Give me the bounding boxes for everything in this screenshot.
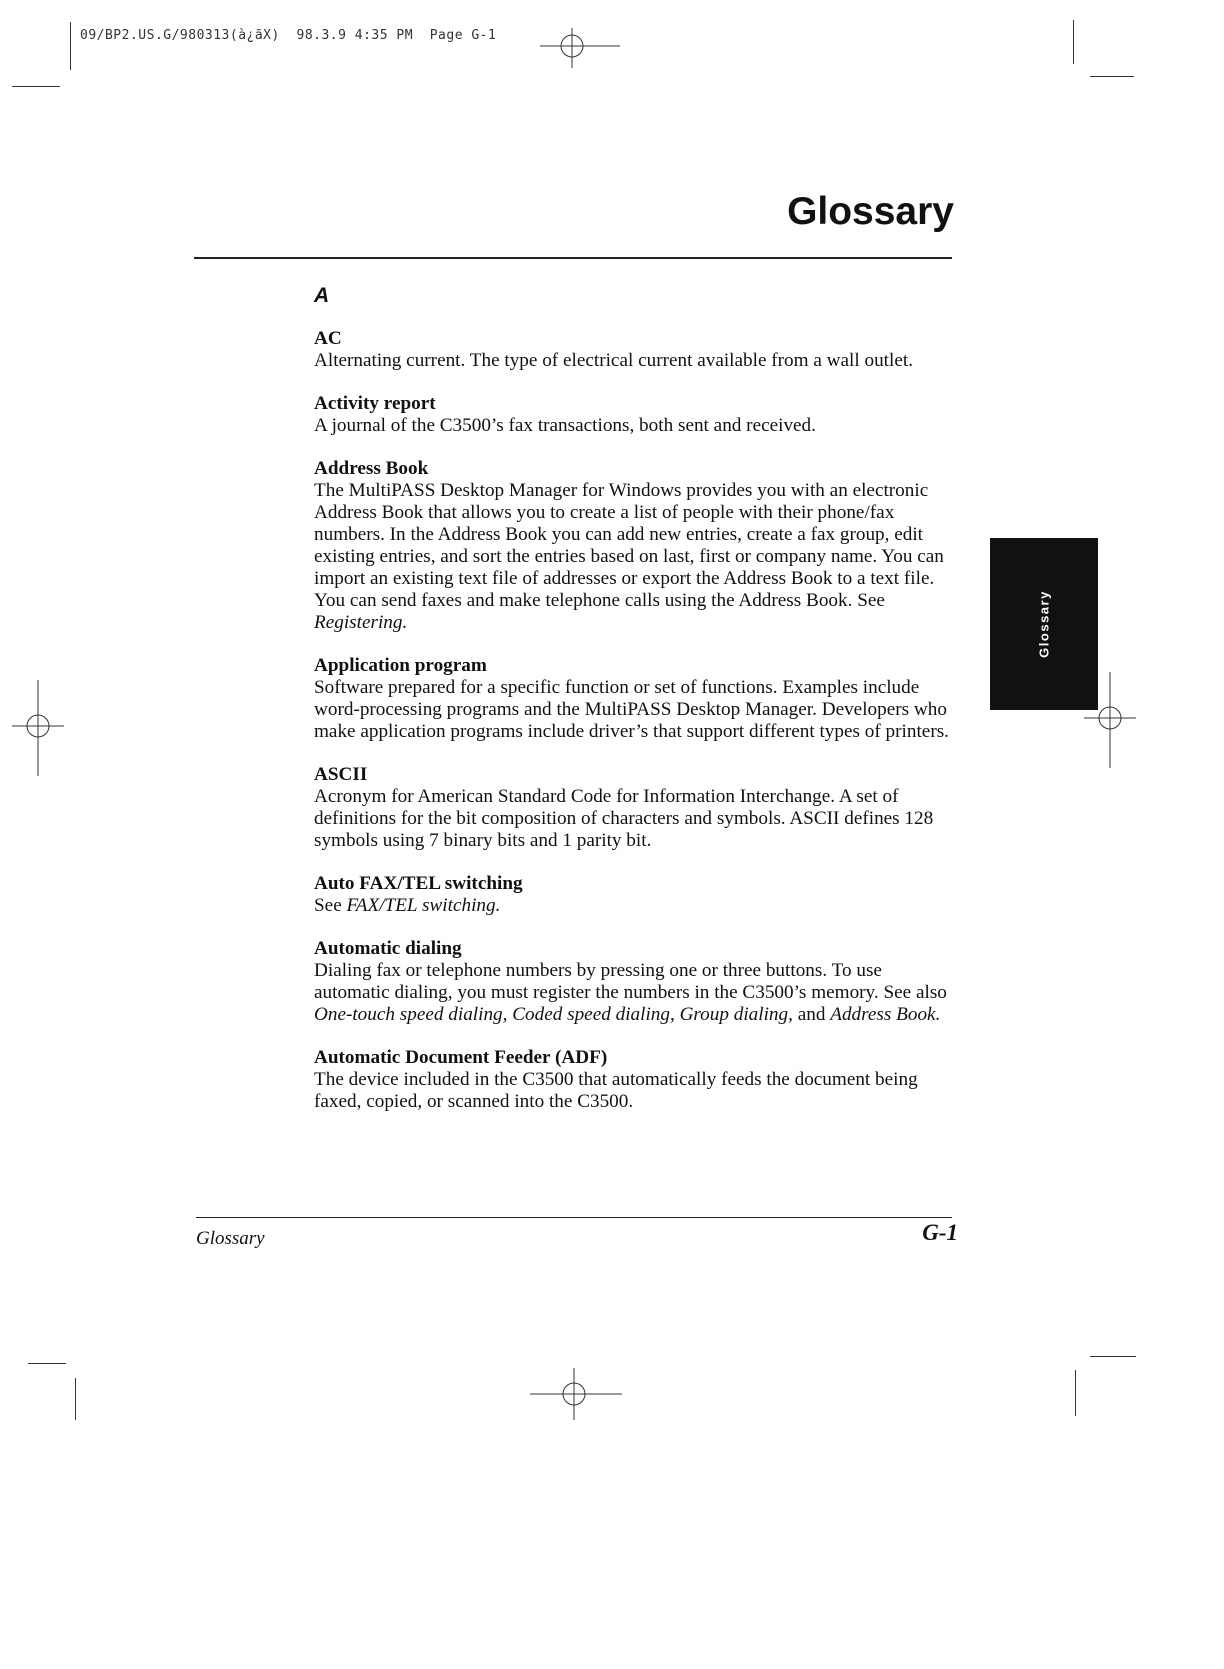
footer-section-name: Glossary	[196, 1228, 265, 1249]
glossary-definition	[314, 960, 954, 1026]
definition-text: See	[314, 895, 347, 916]
crop-mark-top-left-horizontal	[12, 86, 60, 87]
cross-reference: Address Book.	[830, 1004, 941, 1025]
cross-reference: One-touch speed dialing, Coded speed dialing, Group dialing,	[314, 1004, 793, 1025]
title-rule	[194, 257, 952, 259]
glossary-entry	[314, 873, 954, 917]
glossary-entry	[314, 1047, 954, 1113]
crop-mark-top-right-horizontal	[1090, 76, 1134, 77]
glossary-definition	[314, 786, 954, 852]
glossary-definition	[314, 350, 954, 372]
footer-rule	[196, 1217, 952, 1218]
glossary-entries	[314, 328, 954, 1134]
cross-reference: Registering.	[314, 612, 408, 633]
glossary-term: ASCII	[314, 764, 368, 785]
cross-reference: FAX/TEL switching.	[346, 895, 501, 916]
crop-mark-bottom-left-horizontal	[28, 1363, 66, 1364]
registration-mark-bottom-center-icon	[530, 1368, 622, 1420]
definition-text: Dialing fax or telephone numbers by pressing one or three buttons. To use automatic dialing, you must register the numbers in the C3500’s memory. See also	[314, 960, 947, 1003]
page-title: Glossary	[787, 190, 954, 233]
definition-text: Alternating current. The type of electrical current available from a wall outlet.	[314, 350, 913, 371]
definition-text: A journal of the C3500’s fax transactions, both sent and received.	[314, 415, 816, 436]
printer-slug: 09/BP2.US.G/980313(à¿ãX) 98.3.9 4:35 PM Page G-1	[80, 28, 497, 43]
glossary-entry	[314, 458, 954, 634]
glossary-definition	[314, 895, 954, 917]
crop-mark-top-left-vertical	[70, 22, 71, 70]
glossary-definition	[314, 677, 954, 743]
definition-text: Software prepared for a specific function or set of functions. Examples include word-processing programs and the MultiPASS Desktop Manager. Developers who make application programs include driver’s that support different types of printers.	[314, 677, 949, 742]
definition-text: Acronym for American Standard Code for Information Interchange. A set of definitions for the bit composition of characters and symbols. ASCII defines 128 symbols using 7 binary bits and 1 parity bit.	[314, 786, 934, 851]
glossary-term: Auto FAX/TEL switching	[314, 873, 523, 894]
glossary-term: AC	[314, 328, 342, 349]
definition-text: The MultiPASS Desktop Manager for Windows provides you with an electronic Address Book that allows you to create a list of people with their phone/fax numbers. In the Address Book you can add new entries, create a fax group, edit existing entries, and sort the entries based on last, first or company name. You can import an existing text file of addresses or export the Address Book to a text file. You can send faxes and make telephone calls using the Address Book. See	[314, 480, 944, 611]
definition-text: The device included in the C3500 that automatically feeds the document being faxed, copied, or scanned into the C3500.	[314, 1069, 918, 1112]
glossary-term: Automatic Document Feeder (ADF)	[314, 1047, 608, 1068]
glossary-term: Activity report	[314, 393, 436, 414]
registration-mark-left-icon	[12, 680, 64, 776]
side-tab-label: Glossary	[1036, 590, 1052, 658]
footer-page-number: G-1	[922, 1220, 958, 1245]
glossary-term: Address Book	[314, 458, 429, 479]
registration-mark-top-icon	[540, 28, 620, 68]
glossary-definition	[314, 1069, 954, 1113]
crop-mark-bottom-right-horizontal	[1090, 1356, 1136, 1357]
glossary-entry	[314, 328, 954, 372]
section-letter: A	[314, 284, 330, 307]
glossary-entry	[314, 764, 954, 852]
glossary-entry	[314, 938, 954, 1026]
side-thumb-tab	[990, 538, 1098, 710]
glossary-entry	[314, 393, 954, 437]
glossary-term: Automatic dialing	[314, 938, 462, 959]
glossary-definition	[314, 415, 954, 437]
glossary-term: Application program	[314, 655, 487, 676]
crop-mark-top-right-vertical	[1073, 20, 1074, 64]
crop-mark-bottom-left-vertical	[75, 1378, 76, 1420]
definition-text: and	[792, 1004, 831, 1025]
crop-mark-bottom-right-vertical	[1075, 1370, 1076, 1416]
glossary-definition	[314, 480, 954, 634]
glossary-entry	[314, 655, 954, 743]
